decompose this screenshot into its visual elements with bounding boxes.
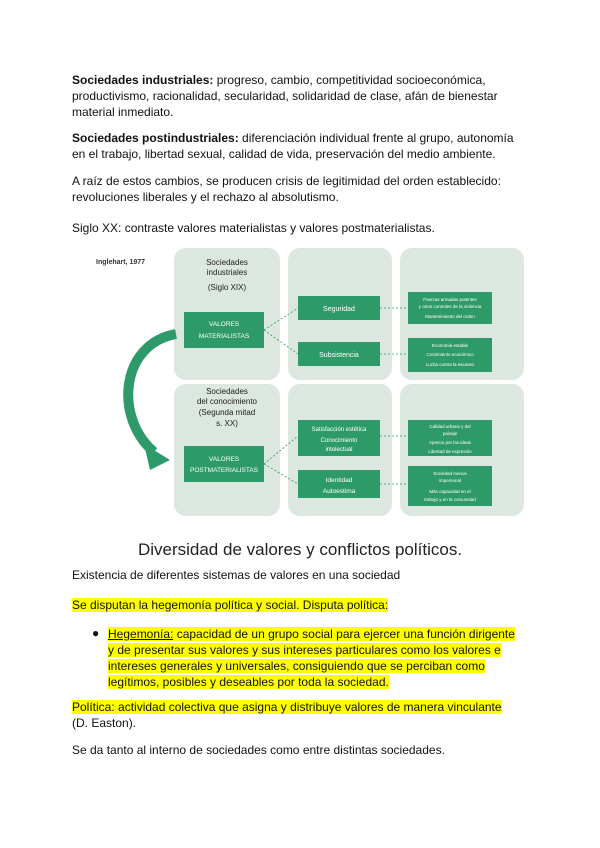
aesthetic-outcome-2: paisaje bbox=[442, 431, 458, 436]
bottom-block-line4: s. XX) bbox=[216, 419, 238, 428]
identity-outcome-1: Sociedad menos bbox=[433, 471, 467, 476]
aesthetic-line1: Satisfacción estética bbox=[311, 427, 367, 433]
identity-outcome-2: impersonal bbox=[438, 478, 462, 483]
text-hegemonia: capacidad de un grupo social para ejercer una función dirigente y de presentar sus valores y sus intereses particulares como los valores e intereses generales y universales, consiguiendo que se perciban como legítimos, posibles y deseables por toda la sociedad. bbox=[108, 627, 515, 689]
bottom-block-line2: del conocimiento bbox=[196, 397, 258, 406]
paragraph-disputa bbox=[72, 597, 520, 613]
section-heading: Diversidad de valores y conflictos políticos. bbox=[137, 540, 463, 559]
text-postindustrial: diferenciación individual frente al grupo, autonomía en el trabajo, libertad sexual, calidad de vida, preservación del medio ambiente. bbox=[72, 131, 514, 161]
security-outcome-2: y otros controles de la violencia bbox=[418, 304, 482, 309]
highlighted-politica: Política: actividad colectiva que asigna y distribuye valores de manera vinculante bbox=[72, 700, 502, 714]
term-industrial: Sociedades industriales: bbox=[72, 73, 214, 87]
subsistence-outcome-3: Lucha contra la escasez bbox=[425, 362, 475, 367]
aesthetic-line2: Conocimiento bbox=[320, 438, 358, 444]
top-block-line1: Sociedades bbox=[206, 258, 248, 267]
paragraph-siglo-xx: Siglo XX: contraste valores materialistas y valores postmaterialistas. bbox=[72, 221, 435, 235]
paragraph-industrial bbox=[72, 72, 520, 120]
top-block-line2: industriales bbox=[206, 268, 248, 277]
paragraph-politica bbox=[72, 699, 520, 731]
transition-arrow bbox=[128, 334, 176, 452]
term-postindustrial: Sociedades postindustriales: bbox=[72, 131, 239, 145]
text-easton: (D. Easton). bbox=[72, 716, 137, 730]
term-hegemonia: Hegemonía: bbox=[108, 627, 174, 641]
bottom-block-line1: Sociedades bbox=[206, 387, 248, 396]
postmaterialist-line2: POSTMATERIALISTAS bbox=[189, 467, 259, 474]
identity-line1: Identidad bbox=[325, 477, 353, 484]
top-block-line3: (Siglo XIX) bbox=[207, 283, 247, 292]
materialist-line2: MATERIALISTAS bbox=[198, 333, 250, 340]
subsistence-label: Subsistencia bbox=[319, 352, 359, 359]
arrow-head-icon bbox=[144, 444, 170, 470]
identity-line2: Autoestima bbox=[322, 488, 356, 495]
identity-outcome-4: trabajo y en la comunidad bbox=[424, 497, 476, 502]
bottom-block-line3: (Segunda mitad bbox=[198, 408, 256, 417]
paragraph-crisis: A raíz de estos cambios, se producen crisis de legitimidad del orden establecido: revoluciones liberales y el rechazo al absolutismo. bbox=[72, 174, 501, 204]
highlighted-disputa: Se disputan la hegemonía política y social. Disputa política: bbox=[72, 598, 389, 612]
paragraph-sociedades: Se da tanto al interno de sociedades como entre distintas sociedades. bbox=[72, 743, 445, 757]
paragraph-sistemas: Existencia de diferentes sistemas de valores en una sociedad bbox=[72, 568, 401, 582]
postmaterialist-values-box bbox=[184, 446, 264, 482]
materialist-line1: VALORES bbox=[208, 321, 240, 328]
materialist-values-box bbox=[184, 312, 264, 348]
aesthetic-outcome-3: Aprecio por las ideas bbox=[428, 440, 472, 445]
aesthetic-outcome-4: Libertad de expresión bbox=[428, 449, 472, 454]
values-diagram bbox=[90, 248, 526, 516]
aesthetic-line3: intelectual bbox=[325, 447, 353, 453]
aesthetic-outcome-1: Calidad urbana y del bbox=[429, 424, 471, 429]
bullet-marker: ● bbox=[92, 626, 100, 640]
text-industrial: progreso, cambio, competitividad socioeconómica, productivismo, racionalidad, secularidad, solidaridad de clase, afán de bienestar material inmediato. bbox=[72, 73, 498, 119]
security-label: Seguridad bbox=[323, 306, 355, 313]
security-outcome-1: Fuerzas armadas potentes bbox=[423, 297, 477, 302]
paragraph-postindustrial bbox=[72, 130, 520, 162]
identity-outcome-3: Más capacidad en el bbox=[429, 489, 471, 494]
subsistence-outcome-1: Economía estable bbox=[431, 343, 469, 348]
postmaterialist-line1: VALORES bbox=[208, 456, 240, 463]
subsistence-outcome-2: Crecimiento económico bbox=[426, 352, 474, 357]
bullet-hegemonia bbox=[108, 626, 520, 690]
diagram-source: Inglehart, 1977 bbox=[96, 259, 146, 266]
security-outcome-3: Mantenimiento del orden bbox=[425, 314, 475, 319]
